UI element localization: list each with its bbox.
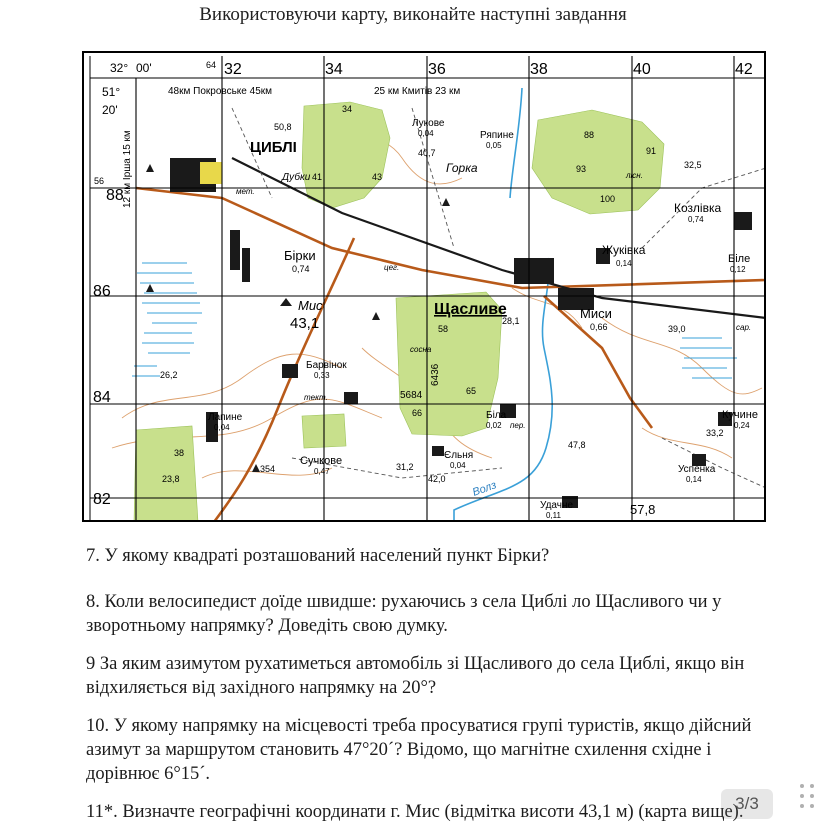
settlement-barvinok-n: 0,33 (314, 371, 330, 380)
settlement-lapyne: Лапине (208, 412, 243, 423)
settlement-tsybli: ЦИБЛІ (250, 139, 297, 156)
settlement-birky: Бірки (284, 248, 316, 263)
grip-dots-icon[interactable] (796, 780, 822, 820)
settlement-suchkove: Сучкове (300, 455, 343, 467)
settlement-lukove-n: 0,04 (418, 129, 434, 138)
settlement-kozlivka-n: 0,74 (688, 215, 704, 224)
spot-height: 33,2 (706, 428, 724, 438)
spot-height: 28,1 (502, 316, 520, 326)
settlement-uspenka-n: 0,14 (686, 475, 702, 484)
question-11: 11*. Визначте географічні координати г. Мис (відмітка висоти 43,1 м) (карта вище). (86, 802, 744, 822)
corner-lat-min: 20' (102, 103, 118, 117)
settlement-udachne-n: 0,11 (546, 511, 561, 520)
top-small-64: 64 (206, 60, 217, 70)
settlement-riapyne: Ряпине (480, 130, 514, 141)
grid-x-label: 40 (633, 61, 651, 78)
misc-label: цег. (384, 263, 400, 272)
spot-height: 31,2 (396, 462, 414, 472)
road-note-vertical: 12 км Ірша 15 км (122, 130, 133, 208)
settlement-shchaslyve: Щасливе (434, 301, 507, 318)
misc-label: мет. (236, 187, 255, 196)
question-8: 8. Коли велосипедист доїде швидше: рухаючись з села Циблі ло Щасливого чи у зворотньому напрямку? Доведіть свою думку. (86, 592, 722, 636)
settlement-mysy-n: 0,66 (590, 322, 608, 332)
label-56: 56 (94, 176, 105, 186)
grid-x-label: 38 (530, 61, 548, 78)
mys-label: Мис (298, 298, 323, 313)
corner-lat-deg: 51° (102, 85, 121, 99)
settlement-kuchyne-n: 0,24 (734, 421, 750, 430)
settlement-bile-n: 0,12 (730, 265, 746, 274)
spot-height: 39,0 (668, 324, 686, 334)
forest-number: 38 (174, 448, 185, 458)
page-heading: Використовуючи карту, виконайте наступні завдання (199, 4, 627, 25)
forest-number: 41 (312, 172, 323, 182)
grid-y-label: 82 (93, 491, 111, 508)
spot-height: 32,5 (684, 160, 702, 170)
settlement-bile: Біле (728, 253, 751, 265)
forest-number: 91 (646, 146, 657, 156)
settlement-lapyne-n: 0,04 (214, 423, 230, 432)
grid-x-label: 32 (224, 61, 242, 78)
settlement-zhukivka-n: 0,14 (616, 259, 632, 268)
question-7: 7. У якому квадраті розташований населений пункт Бірки? (86, 546, 550, 566)
question-9: 9 За яким азимутом рухатиметься автомобіль зі Щасливого до села Циблі, якщо він відхиляється від західного напрямку на 20°? (86, 654, 745, 698)
settlement-dubky: Дубки (282, 172, 311, 183)
misc-label: 5684 (400, 390, 423, 401)
misc-label: 6436 (430, 363, 441, 386)
settlement-kozlivka: Козлівка (674, 201, 722, 215)
settlement-zhukivka: Жуківка (602, 243, 646, 257)
settlement-barvinok: Барвінок (306, 360, 347, 371)
spot-height: 40,7 (418, 148, 436, 158)
settlement-lukove: Лукове (412, 118, 445, 129)
road-note-left: 48км Покровське 45км (168, 86, 273, 97)
settlement-bila: Біла (486, 410, 507, 421)
mys-height: 43,1 (290, 315, 320, 332)
settlement-bila-n: 0,02 (486, 421, 502, 430)
settlement-riapyne-n: 0,05 (486, 141, 502, 150)
grid-x-label: 36 (428, 61, 446, 78)
settlement-udachne: Удачне (540, 500, 574, 511)
misc-label: тект. (304, 393, 328, 402)
settlement-horka: Горка (446, 161, 478, 175)
page-indicator: 3/3 (721, 789, 773, 819)
forest-number: 34 (342, 104, 353, 114)
grid-x-label: 42 (735, 61, 753, 78)
corner-lon-deg: 32° (110, 61, 129, 75)
misc-label: лісн. (626, 171, 643, 180)
spot-height: 42,0 (428, 474, 446, 484)
misc-label: сосна (410, 345, 432, 354)
misc-label: сар. (736, 323, 752, 332)
corner-lon-min: 00' (136, 61, 152, 75)
spot-height: 23,8 (162, 474, 180, 484)
spot-height: 57,8 (630, 502, 656, 517)
river-label: Волз (470, 479, 499, 499)
grid-y-label: 86 (93, 283, 111, 300)
question-10: 10. У якому напрямку на місцевості треба просуватися групі туристів, якщо дійсний азимут за маршрутом становить 47°20´? Відомо, що магнітне схилення східне і дорівнює 6°15´. (86, 716, 752, 784)
settlement-kuchyne: Кучине (722, 409, 758, 421)
grid-y-label: 88 (106, 187, 124, 204)
settlement-elnia: Єльня (444, 450, 474, 461)
road-note-right: 25 км Кмитів 23 км (374, 86, 461, 97)
forest-number: 88 (584, 130, 595, 140)
misc-label: 354 (260, 464, 276, 474)
spot-height: 26,2 (160, 370, 178, 380)
forest-number: 93 (576, 164, 587, 174)
settlement-suchkove-n: 0,47 (314, 467, 330, 476)
grid-y-label: 84 (93, 389, 111, 406)
settlement-uspenka: Успенка (678, 464, 716, 475)
forest-number: 65 (466, 386, 477, 396)
forest-number: 100 (600, 194, 616, 204)
misc-label: пер. (510, 421, 526, 430)
spot-height: 47,8 (568, 440, 586, 450)
spot-height: 50,8 (274, 122, 292, 132)
forest-number: 43 (372, 172, 383, 182)
forest-number: 66 (412, 408, 423, 418)
settlement-birky-n: 0,74 (292, 264, 310, 274)
topographic-map (82, 48, 766, 522)
forest-number: 58 (438, 324, 449, 334)
grid-x-label: 34 (325, 61, 343, 78)
settlement-elnia-n: 0,04 (450, 461, 466, 470)
settlement-mysy: Миси (580, 306, 612, 321)
